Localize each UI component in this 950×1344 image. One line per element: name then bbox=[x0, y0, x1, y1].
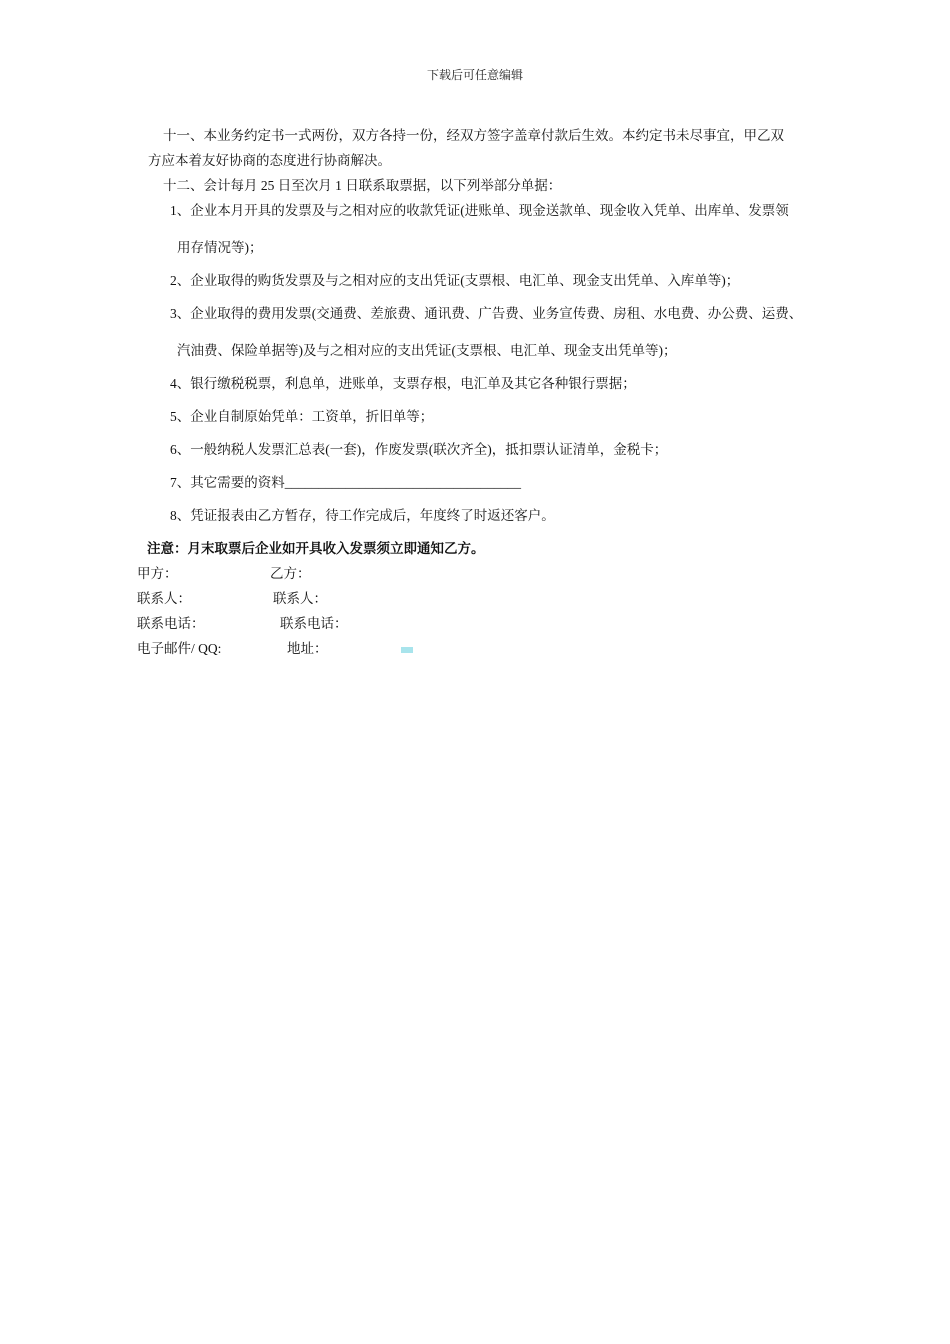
list-item-2: 2、企业取得的购货发票及与之相对应的支出凭证(支票根、电汇单、现金支出凭单、入库单等)； bbox=[170, 273, 740, 288]
clause-12-intro: 十二、会计每月 25 日至次月 1 日联系取票据，以下列举部分单据： bbox=[163, 178, 562, 193]
list-item-6: 6、一般纳税人发票汇总表(一套)，作废发票(联次齐全)，抵扣票认证清单，金税卡； bbox=[170, 442, 668, 457]
list-item-7: 7、其它需要的资料___________________________________ bbox=[170, 475, 521, 490]
contact-b-label: 联系人： bbox=[273, 591, 327, 606]
party-a-label: 甲方： bbox=[137, 566, 178, 581]
phone-a-label: 联系电话： bbox=[137, 616, 205, 631]
list-item-8: 8、凭证报表由乙方暂存，待工作完成后，年度终了时返还客户。 bbox=[170, 508, 555, 523]
phone-b-label: 联系电话： bbox=[280, 616, 348, 631]
clause-11-line-2: 方应本着友好协商的态度进行协商解决。 bbox=[148, 153, 391, 168]
list-item-1: 1、企业本月开具的发票及与之相对应的收款凭证(进账单、现金送款单、现金收入凭单、出库单、发票领 bbox=[170, 203, 789, 218]
contact-a-label: 联系人： bbox=[137, 591, 191, 606]
highlight-marker bbox=[401, 647, 413, 653]
list-item-3: 3、企业取得的费用发票(交通费、差旅费、通讯费、广告费、业务宣传费、房租、水电费、办公费、运费、 bbox=[170, 306, 803, 321]
email-a-label: 电子邮件/ QQ: bbox=[137, 641, 222, 656]
list-item-5: 5、企业自制原始凭单：工资单，折旧单等； bbox=[170, 409, 434, 424]
list-item-1-continued: 用存情况等)； bbox=[177, 240, 263, 255]
party-b-label: 乙方： bbox=[270, 566, 311, 581]
notice-text: 注意：月末取票后企业如开具收入发票须立即通知乙方。 bbox=[147, 541, 485, 556]
list-item-4: 4、银行缴税税票，利息单，进账单，支票存根，电汇单及其它各种银行票据； bbox=[170, 376, 636, 391]
clause-11-line-1: 十一、本业务约定书一式两份，双方各持一份，经双方签字盖章付款后生效。本约定书未尽事宜，甲乙双 bbox=[163, 128, 784, 143]
list-item-3-continued: 汽油费、保险单据等)及与之相对应的支出凭证(支票根、电汇单、现金支出凭单等)； bbox=[177, 343, 677, 358]
address-b-label: 地址： bbox=[287, 641, 328, 656]
header-note: 下载后可任意编辑 bbox=[426, 68, 523, 82]
